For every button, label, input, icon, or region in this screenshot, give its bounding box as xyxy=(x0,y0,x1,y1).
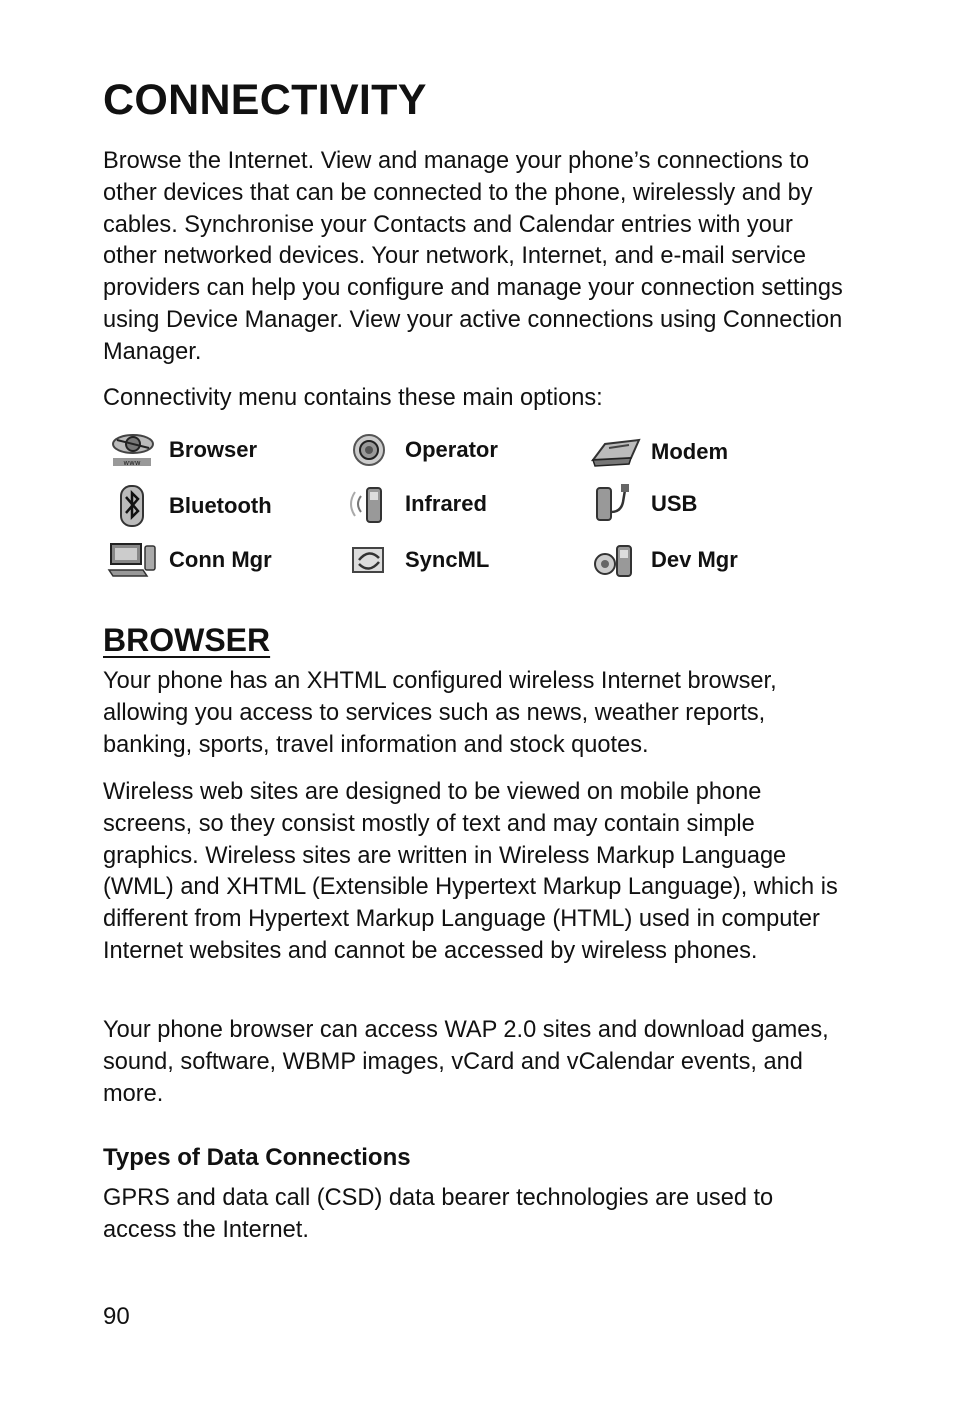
connectivity-menu-grid xyxy=(103,428,853,588)
bluetooth-icon xyxy=(107,484,159,528)
infrared-icon xyxy=(343,482,395,526)
menu-item-label: Dev Mgr xyxy=(651,547,738,572)
menu-item-conn-mgr[interactable] xyxy=(107,538,272,582)
browser-paragraph-2: Wireless web sites are designed to be viewed on mobile phone screens, so they consist mostly of text and may contain simple graphics. Wireless sites are written in Wireless Markup Language (WML) and XHTML (Extensible Hypertext Markup Language), which is different from Hypertext Markup Language (HTML) used in computer Internet websites and cannot be accessed by wireless phones. xyxy=(103,779,838,964)
svg-text:www: www xyxy=(123,459,141,467)
browser-paragraph-3: Your phone browser can access WAP 2.0 sites and download games, sound, software, WBMP images, vCard and vCalendar events, and more. xyxy=(103,1017,829,1107)
intro-paragraph: Browse the Internet. View and manage your phone’s connections to other devices that can be connected to the phone, wirelessly and by cables. Synchronise your Contacts and Calendar entries with your other networked devices. Your network, Internet, and e-mail service providers can help you configure and manage your connection settings using Device Manager. View your active connections using Connection Manager. xyxy=(103,148,843,365)
page-title: CONNECTIVITY xyxy=(103,76,427,124)
menu-item-usb[interactable] xyxy=(589,482,697,526)
operator-icon xyxy=(343,428,395,472)
menu-item-browser[interactable] xyxy=(107,428,257,472)
menu-item-label: SyncML xyxy=(405,547,490,572)
menu-intro-text: Connectivity menu contains these main options: xyxy=(103,385,603,411)
menu-item-modem[interactable] xyxy=(589,430,728,474)
usb-icon xyxy=(589,482,641,526)
dev-mgr-icon xyxy=(589,538,641,582)
menu-item-label: Browser xyxy=(169,437,258,462)
browser-icon xyxy=(107,428,159,472)
modem-icon xyxy=(589,430,641,474)
data-connections-paragraph: GPRS and data call (CSD) data bearer technologies are used to access the Internet. xyxy=(103,1185,774,1243)
conn-mgr-icon xyxy=(107,538,159,582)
menu-item-label: Conn Mgr xyxy=(169,547,272,572)
menu-item-syncml[interactable] xyxy=(343,538,489,582)
browser-paragraph-1: Your phone has an XHTML configured wireless Internet browser, allowing you access to services such as news, weather reports, banking, sports, travel information and stock quotes. xyxy=(103,668,777,758)
browser-section-title: BROWSER xyxy=(103,622,271,658)
menu-item-dev-mgr[interactable] xyxy=(589,538,738,582)
data-connections-title: Types of Data Connections xyxy=(103,1144,411,1171)
menu-item-label: USB xyxy=(651,491,698,516)
menu-item-operator[interactable] xyxy=(343,428,498,472)
menu-item-label: Operator xyxy=(405,437,498,462)
menu-item-label: Infrared xyxy=(405,491,487,516)
menu-item-infrared[interactable] xyxy=(343,482,487,526)
syncml-icon xyxy=(343,538,395,582)
menu-item-label: Modem xyxy=(651,439,728,464)
menu-item-bluetooth[interactable] xyxy=(107,484,272,528)
page-number: 90 xyxy=(103,1303,130,1330)
menu-item-label: Bluetooth xyxy=(169,493,272,518)
